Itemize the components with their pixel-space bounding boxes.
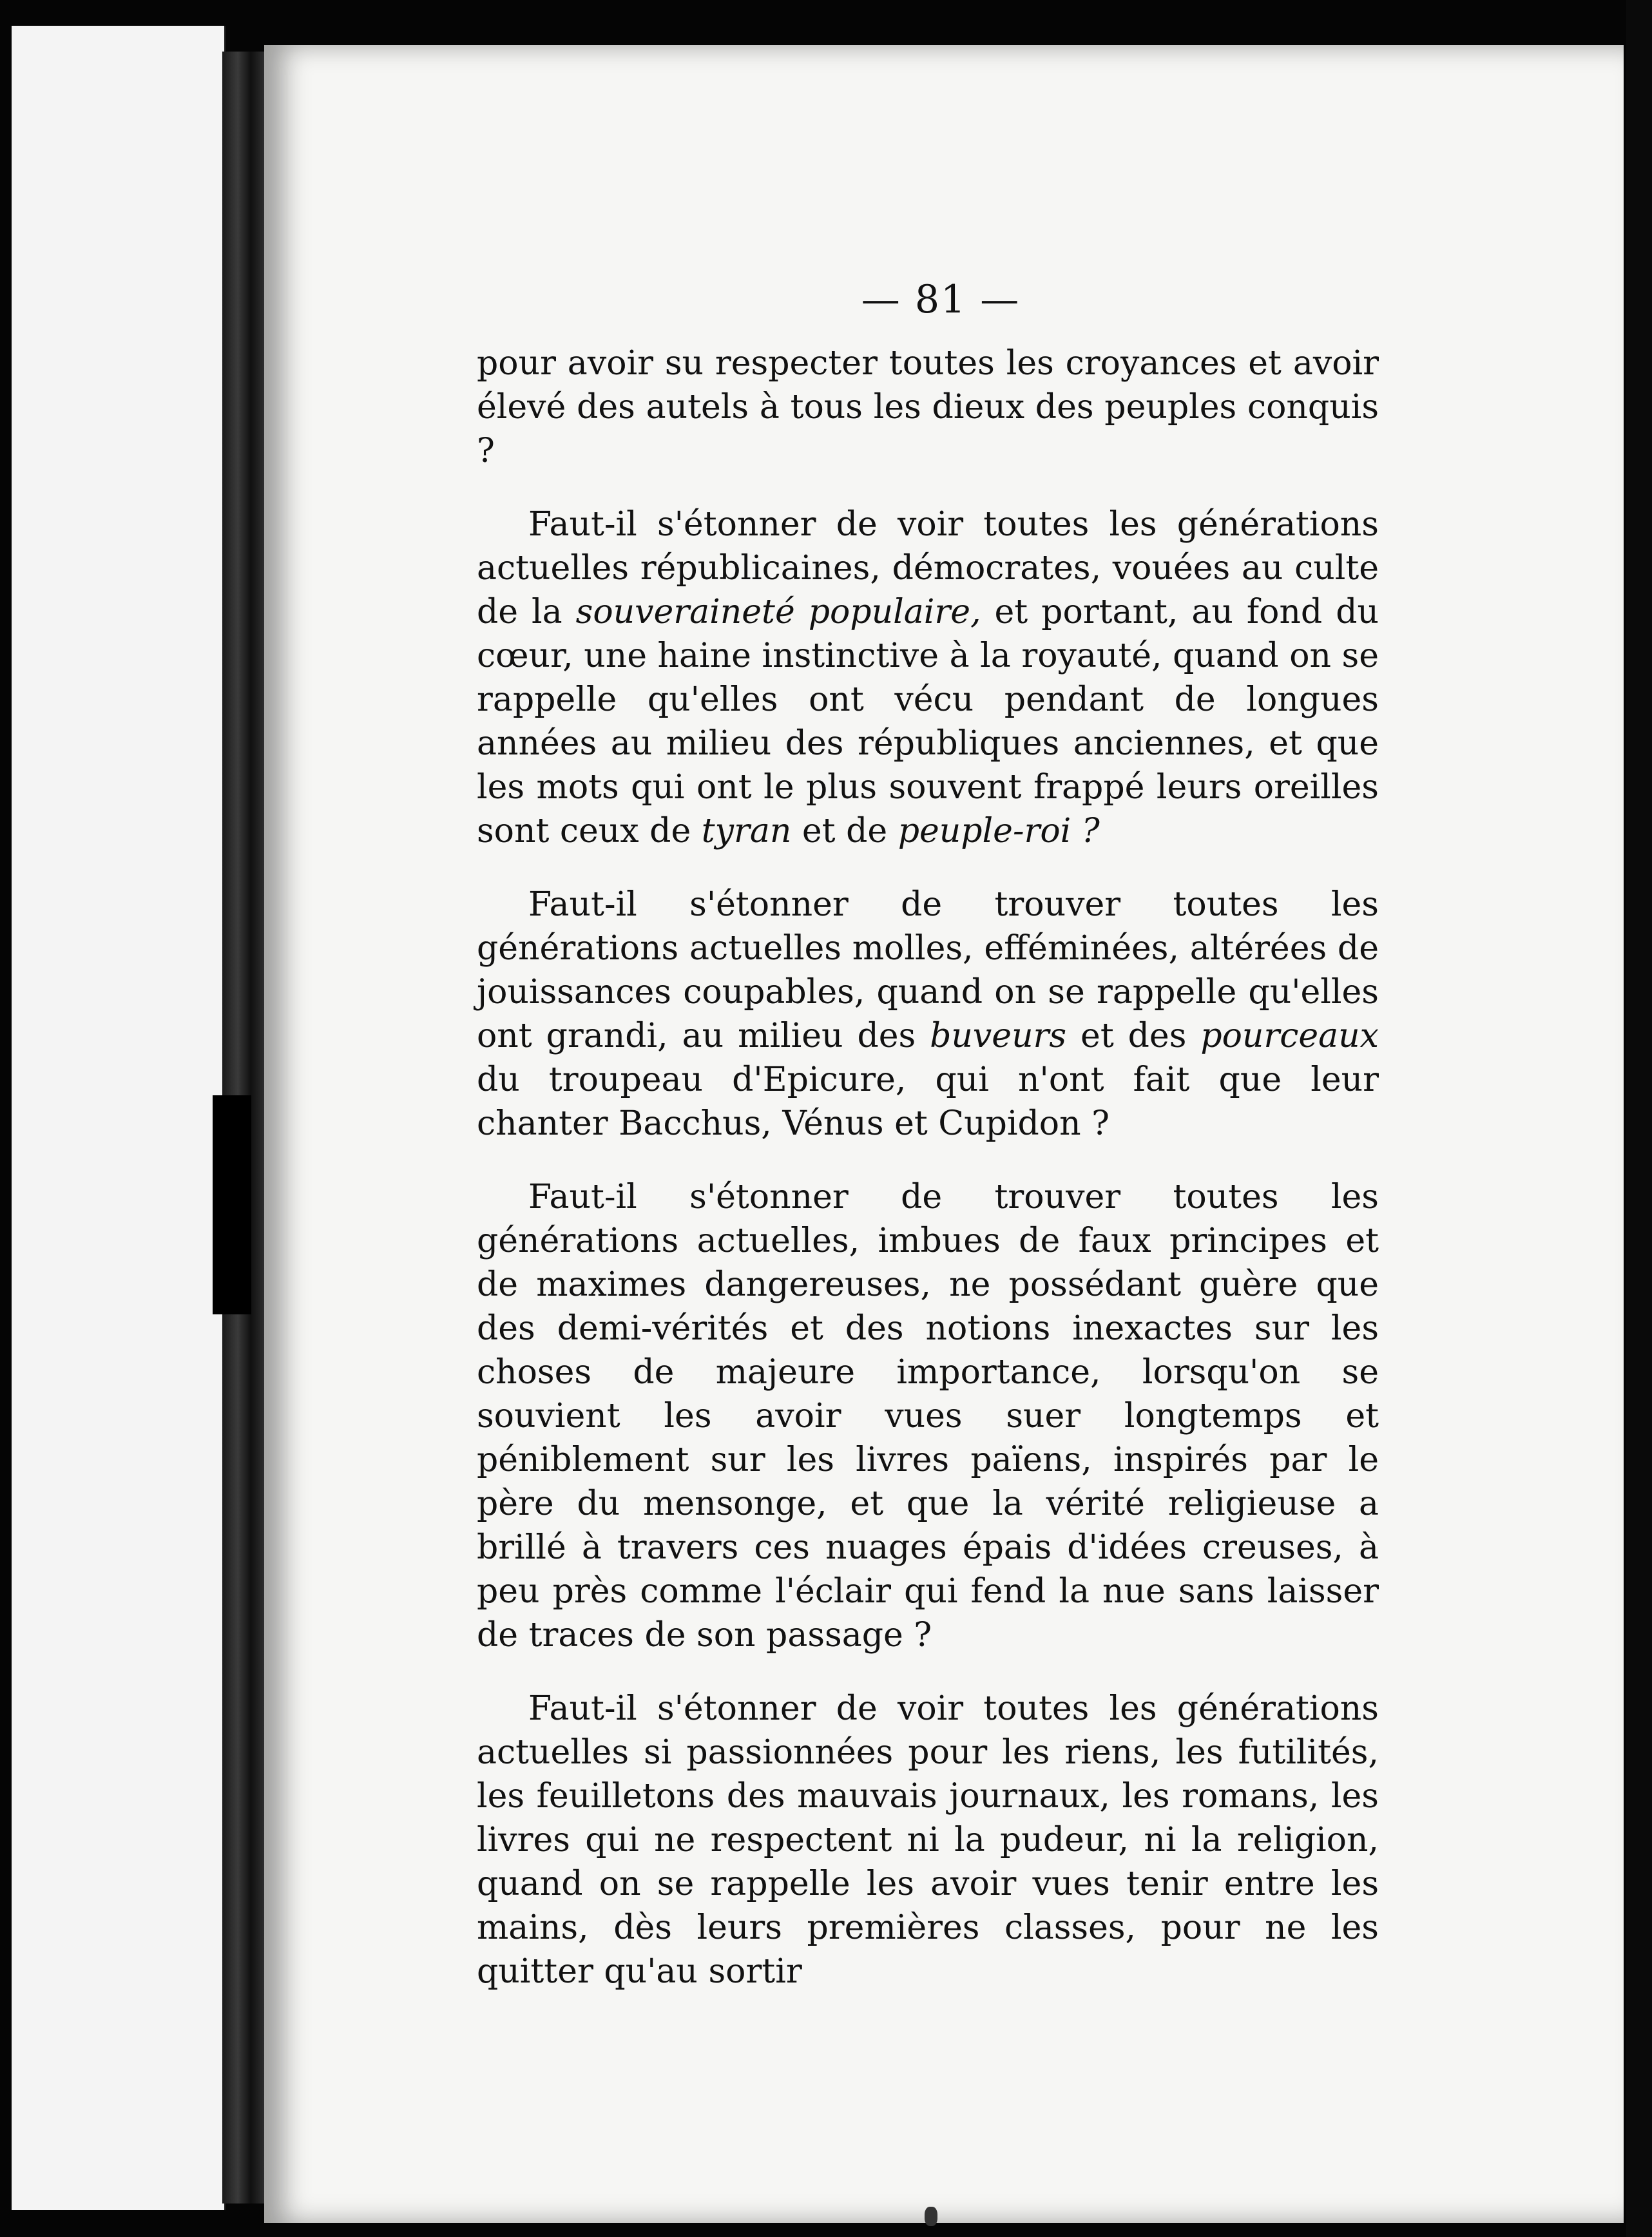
text-segment: et de <box>791 812 898 850</box>
italic-text: tyran <box>701 812 792 850</box>
text-segment: et des <box>1066 1017 1201 1055</box>
text-segment: Faut-il s'étonner de voir toutes les générations actuelles si passionnées pour les riens, les futilités, les feuilletons des mauvais journaux, les romans, les livres qui ne respectent ni la pudeur, ni la religion, quand on se rappelle les avoir vues tenir entre les mains, dès leurs premières classes, pour ne les quitter qu'au sortir <box>477 1689 1379 1991</box>
scan-speck <box>925 2207 937 2226</box>
text-segment: du troupeau d'Epicure, qui n'ont fait que leur chanter Bacchus, Vénus et Cupidon ? <box>477 1061 1379 1143</box>
paragraph <box>477 1175 1379 1657</box>
text-segment: Faut-il s'étonner de trouver toutes les générations actuelles, imbues de faux principes et de maximes dangereuses, ne possédant guère que des demi-vérités et des notions inexactes sur les choses de majeure importance, lorsqu'on se souvient les avoir vues suer longtemps et péniblement sur les livres païens, inspirés par le père du mensonge, et que la vérité religieuse a brillé à travers ces nuages épais d'idées creuses, à peu près comme l'éclair qui fend la nue sans laisser de traces de son passage ? <box>477 1178 1379 1655</box>
paragraph <box>477 1687 1379 1993</box>
italic-text: pourceaux <box>1200 1017 1379 1055</box>
paragraph <box>477 503 1379 853</box>
binding-shadow <box>213 1095 251 1314</box>
paragraph <box>477 883 1379 1146</box>
scan-right-edge <box>1626 0 1652 2237</box>
left-page-edge <box>12 26 226 2210</box>
italic-text: souveraineté populaire, <box>575 593 981 631</box>
text-segment: et portant, au fond du cœur, une haine instinctive à la royauté, quand on se rappelle qu'elles ont vécu pendant de longues années au milieu des républiques anciennes, et que les mots qui ont le plus souvent frappé leurs oreilles sont ceux de <box>477 593 1379 850</box>
text-segment: pour avoir su respecter toutes les croyances et avoir élevé des autels à tous les dieux des peuples conquis ? <box>477 344 1379 470</box>
italic-text: buveurs <box>930 1017 1067 1055</box>
italic-text: peuple-roi ? <box>898 812 1100 850</box>
body-text <box>477 341 1379 1993</box>
paragraph <box>477 341 1379 473</box>
text-segment: Faut-il s'étonner de trouver toutes les générations actuelles molles, efféminées, altérées de jouissances coupables, quand on se rappelle qu'elles ont grandi, au milieu des <box>477 885 1379 1055</box>
text-segment: Faut-il s'étonner de voir toutes les générations actuelles républicaines, démocrates, vouées au culte de la <box>477 505 1379 631</box>
page-number: — 81 — <box>861 277 1021 322</box>
